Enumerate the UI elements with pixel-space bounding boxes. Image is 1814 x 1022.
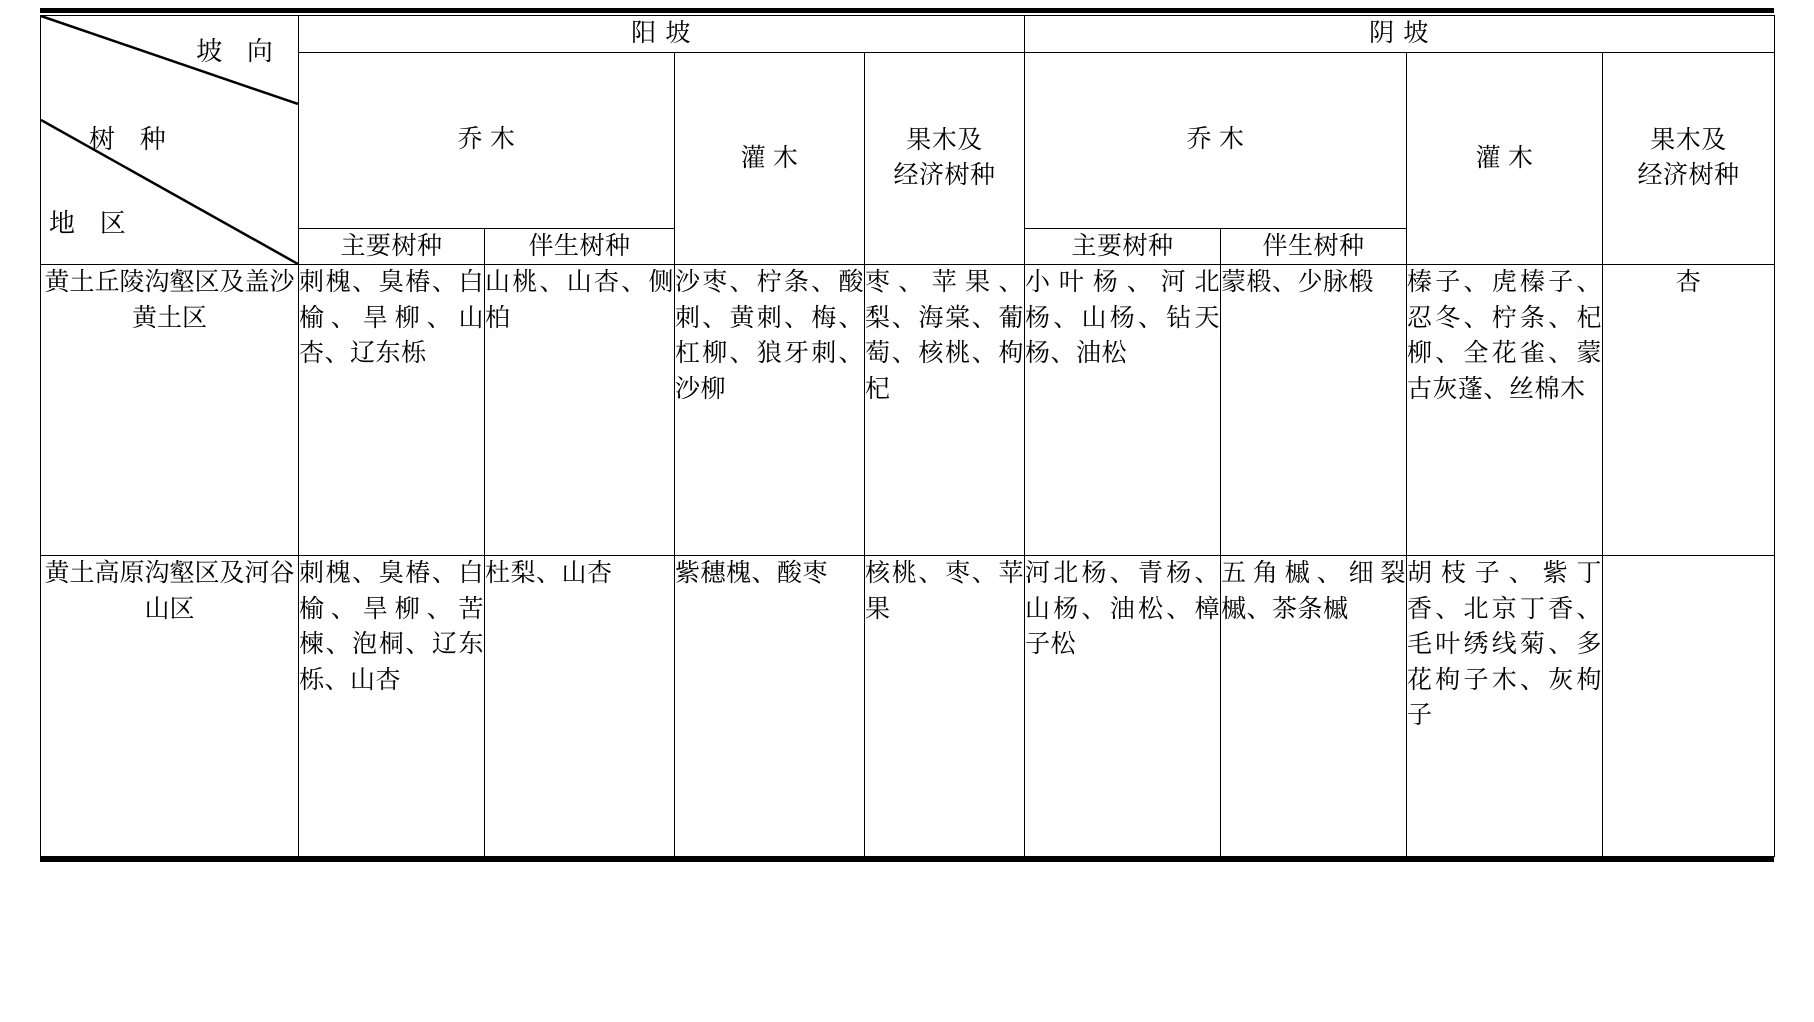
table-row: [41, 265, 1775, 556]
header-row-1: [41, 16, 1775, 53]
subheader-sunny-fruit: [865, 52, 1025, 265]
sunny-shrub-cell: 紫穗槐、酸枣: [675, 556, 865, 857]
subheader-shady-fruit-line2: 经济树种: [1637, 162, 1740, 190]
subheader-sunny-main-species: 主要树种: [299, 228, 485, 265]
subheader-shady-shrub: 灌 木: [1407, 52, 1603, 265]
corner-label-tree: 树 种: [89, 125, 175, 154]
sunny-companion-species-cell: 山桃、山杏、侧柏: [485, 265, 675, 556]
table-top-rule: [40, 8, 1774, 13]
sunny-fruit-cell: 枣、苹果、梨、海棠、葡萄、核桃、枸杞: [865, 265, 1025, 556]
region-name-cell: 黄土高原沟壑区及河谷山区: [41, 556, 299, 857]
tree-species-table: [40, 15, 1775, 857]
shady-shrub-cell: 榛子、虎榛子、忍冬、柠条、杞柳、全花雀、蒙古灰蓬、丝棉木: [1407, 265, 1603, 556]
subheader-shady-fruit: [1603, 52, 1775, 265]
corner-label-area: 地 区: [49, 209, 135, 238]
sunny-fruit-cell: 核桃、枣、苹果: [865, 556, 1025, 857]
shady-companion-species-cell: 五角槭、细裂槭、茶条槭: [1221, 556, 1407, 857]
sunny-main-species-cell: 刺槐、臭椿、白榆、旱柳、山杏、辽东栎: [299, 265, 485, 556]
subheader-sunny-companion-species: 伴生树种: [485, 228, 675, 265]
shady-companion-species-cell: 蒙椴、少脉椴: [1221, 265, 1407, 556]
subheader-shady-arbor: 乔 木: [1025, 52, 1407, 228]
shady-shrub-cell: 胡枝子、紫丁香、北京丁香、毛叶绣线菊、多花枸子木、灰枸子: [1407, 556, 1603, 857]
sunny-shrub-cell: 沙枣、柠条、酸刺、黄刺、梅、杠柳、狼牙刺、沙柳: [675, 265, 865, 556]
corner-header-cell: [41, 16, 299, 265]
subheader-sunny-fruit-line2: 经济树种: [893, 162, 996, 190]
subheader-sunny-fruit-line1: 果木及: [906, 126, 983, 154]
subheader-shady-companion-species: 伴生树种: [1221, 228, 1407, 265]
group-header-sunny-slope: 阳 坡: [299, 16, 1025, 53]
shady-main-species-cell: 小叶杨、河北杨、山杨、钻天杨、油松: [1025, 265, 1221, 556]
group-header-shady-slope: 阴 坡: [1025, 16, 1775, 53]
table-bottom-rule: [40, 857, 1774, 862]
subheader-sunny-shrub: 灌 木: [675, 52, 865, 265]
sunny-companion-species-cell: 杜梨、山杏: [485, 556, 675, 857]
corner-label-slope: 坡 向: [196, 37, 282, 66]
shady-fruit-cell: 杏: [1603, 265, 1775, 556]
sunny-main-species-cell: 刺槐、臭椿、白榆、旱柳、苦楝、泡桐、辽东栎、山杏: [299, 556, 485, 857]
subheader-shady-main-species: 主要树种: [1025, 228, 1221, 265]
region-name-cell: 黄土丘陵沟壑区及盖沙黄土区: [41, 265, 299, 556]
header-row-2: [41, 52, 1775, 228]
shady-fruit-cell: [1603, 556, 1775, 857]
shady-main-species-cell: 河北杨、青杨、山杨、油松、樟子松: [1025, 556, 1221, 857]
subheader-sunny-arbor: 乔 木: [299, 52, 675, 228]
table-row: [41, 556, 1775, 857]
subheader-shady-fruit-line1: 果木及: [1650, 126, 1727, 154]
